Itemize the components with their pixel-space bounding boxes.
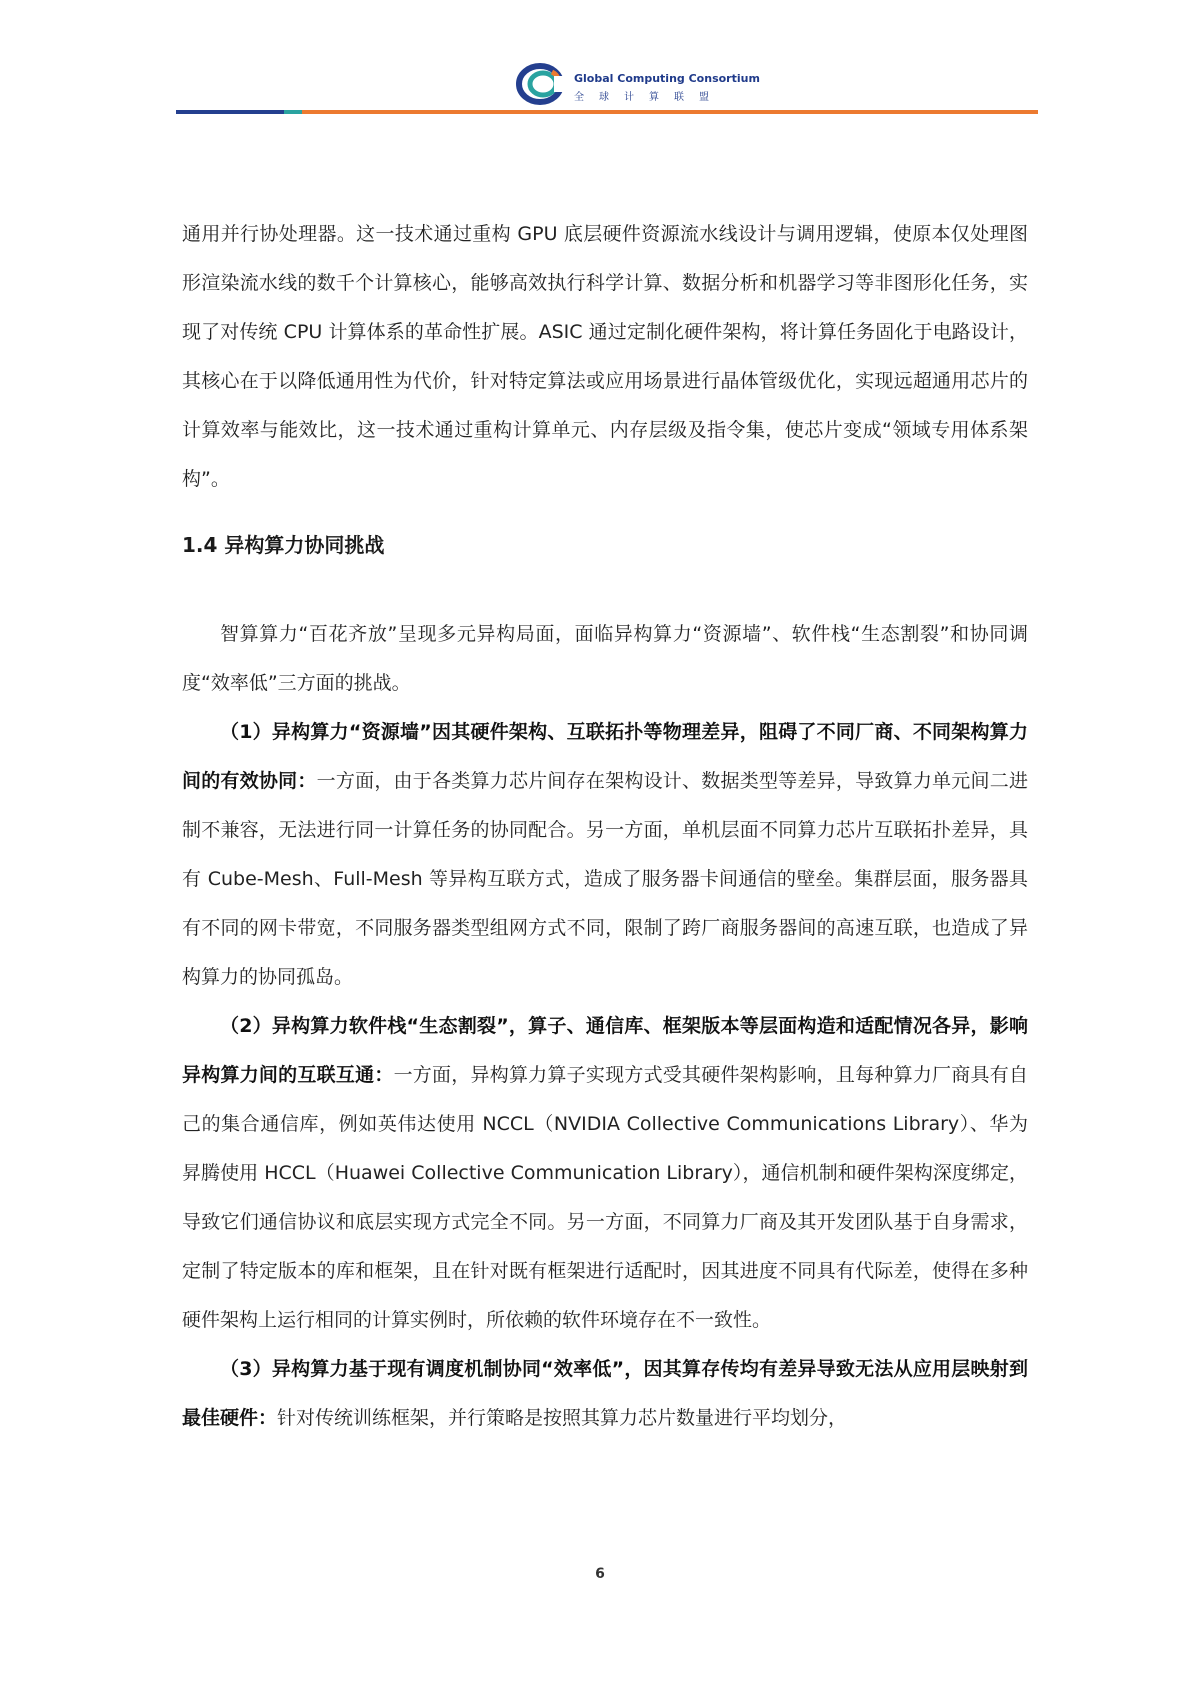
paragraph-overview: 智算算力“百花齐放”呈现多元异构局面，面临异构算力“资源墙”、软件栈“生态割裂”和协同调度“效率低”三方面的挑战。 (182, 623, 1028, 694)
org-name-english: Global Computing Consortium (574, 72, 760, 85)
item-2-title: （2）异构算力软件栈“生态割裂”，算子、通信库、框架版本等层面构造和适配情况各异，影响异构算力间的互联互通： (182, 1015, 1028, 1086)
header-rule-teal (284, 110, 302, 114)
paragraph-intro: 通用并行协处理器。这一技术通过重构 GPU 底层硬件资源流水线设计与调用逻辑，使原本仅处理图形渲染流水线的数千个计算核心，能够高效执行科学计算、数据分析和机器学习等非图形化任务，实现了对传统 CPU 计算体系的革命性扩展。ASIC 通过定制化硬件架构，将计算任务固化于电路设计，其核心在于以降低通用性为代价，针对特定算法或应用场景进行晶体管级优化，实现远超通用芯片的计算效率与能效比，这一技术通过重构计算单元、内存层级及指令集，使芯片变成“领域专用体系架构”。 (182, 223, 1028, 490)
item-1-title: （1）异构算力“资源墙”因其硬件架构、互联拓扑等物理差异，阻碍了不同厂商、不同架构算力间的有效协同： (182, 721, 1028, 792)
document-body (182, 210, 1028, 1443)
header-rule-blue (176, 110, 284, 114)
section-heading: 1.4 异构算力协同挑战 (182, 533, 385, 557)
header-rule-orange (302, 110, 1038, 114)
consortium-logo-icon (516, 62, 568, 106)
item-3-text: 针对传统训练框架，并行策略是按照其算力芯片数量进行平均划分， (277, 1407, 848, 1429)
item-1-text: 一方面，由于各类算力芯片间存在架构设计、数据类型等差异，导致算力单元间二进制不兼容，无法进行同一计算任务的协同配合。另一方面，单机层面不同算力芯片互联拓扑差异，具有 Cube-Mesh、Full-Mesh 等异构互联方式，造成了服务器卡间通信的壁垒。集群层面，服务器具有不同的网卡带宽，不同服务器类型组网方式不同，限制了跨厂商服务器间的高速互联，也造成了异构算力的协同孤岛。 (182, 770, 1028, 988)
page-header (0, 0, 1200, 120)
paragraph-item-1 (182, 708, 1028, 1002)
paragraph-item-3 (182, 1345, 1028, 1443)
page-number: 6 (595, 1566, 605, 1582)
item-2-text: 一方面，异构算力算子实现方式受其硬件架构影响，且每种算力厂商具有自己的集合通信库，例如英伟达使用 NCCL（NVIDIA Collective Communications Library）、华为昇腾使用 HCCL（Huawei Collective Communication Library），通信机制和硬件架构深度绑定，导致它们通信协议和底层实现方式完全不同。另一方面，不同算力厂商及其开发团队基于自身需求，定制了特定版本的库和框架，且在针对既有框架进行适配时，因其进度不同具有代际差，使得在多种硬件架构上运行相同的计算实例时，所依赖的软件环境存在不一致性。 (182, 1064, 1028, 1331)
item-3-title: （3）异构算力基于现有调度机制协同“效率低”，因其算存传均有差异导致无法从应用层映射到最佳硬件： (182, 1358, 1028, 1429)
paragraph-item-2 (182, 1002, 1028, 1345)
org-name-chinese: 全球计算联盟 (574, 92, 724, 103)
